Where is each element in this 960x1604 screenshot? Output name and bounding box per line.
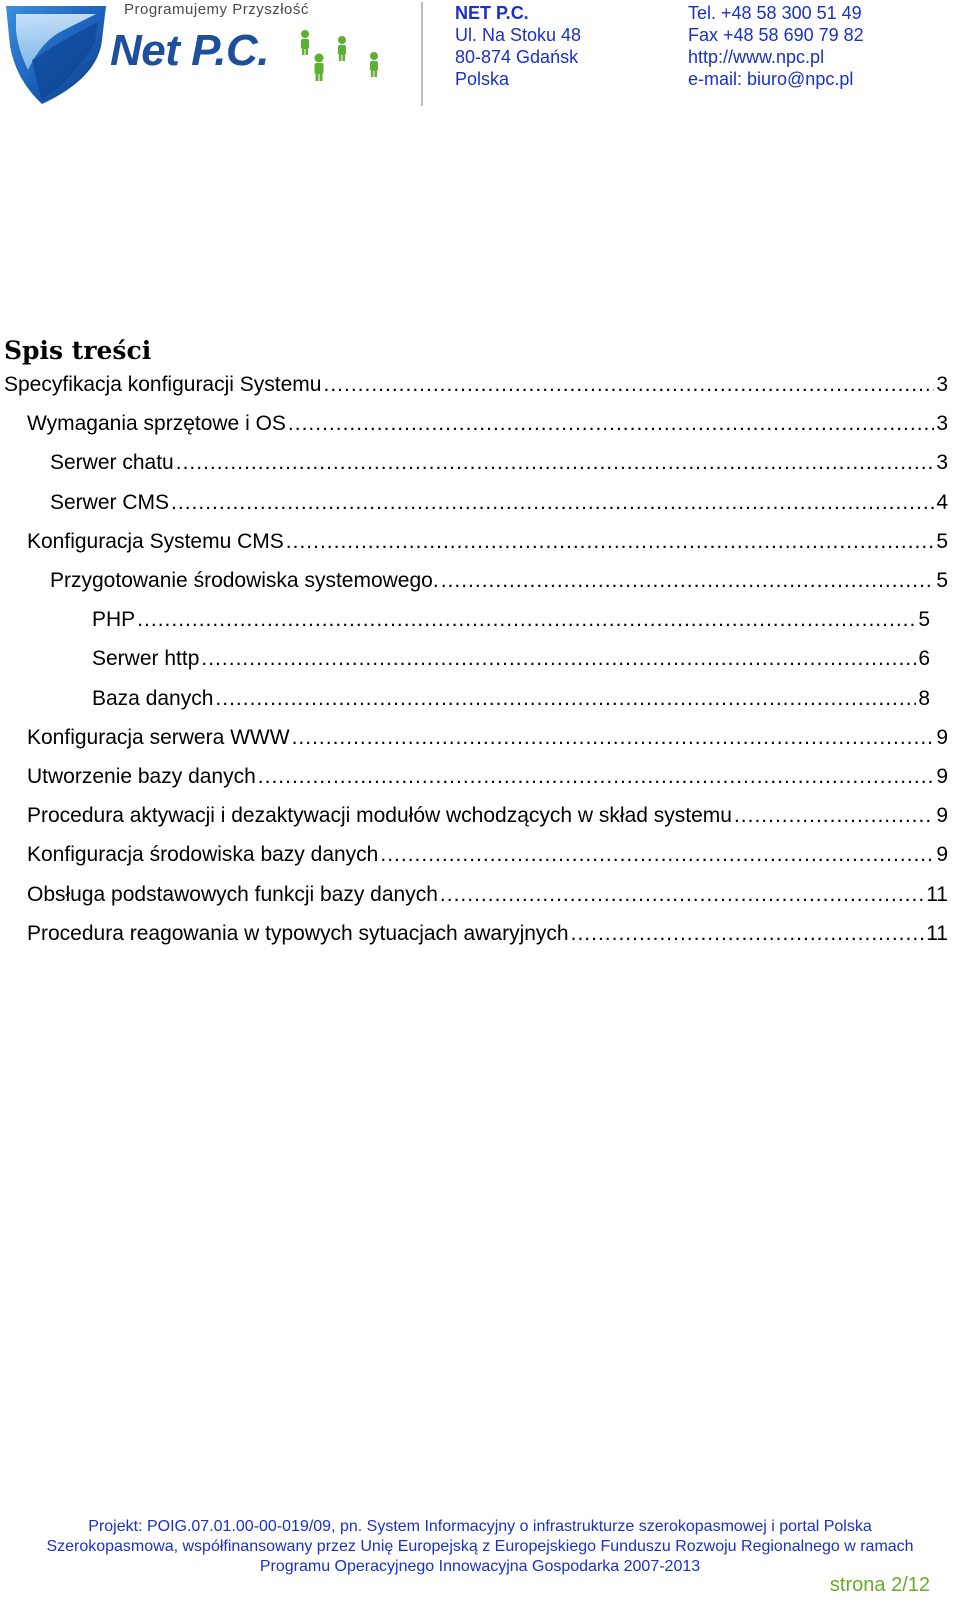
toc-dot-leader xyxy=(171,489,934,517)
toc-entry-page: 9 xyxy=(936,804,948,827)
toc-entry-title: Konfiguracja Systemu CMS xyxy=(27,530,284,553)
contact-fax: Fax +48 58 690 79 82 xyxy=(688,25,864,45)
company-address xyxy=(455,2,581,90)
toc-entry-title: Serwer http xyxy=(92,647,200,670)
page-footer xyxy=(0,1517,960,1577)
toc-entry[interactable] xyxy=(27,841,948,869)
toc-dot-leader xyxy=(215,685,916,713)
toc-entry[interactable] xyxy=(27,528,948,556)
toc-entry-page: 11 xyxy=(926,883,948,906)
toc-title: Spis treści xyxy=(4,336,152,365)
toc-entry-page: 3 xyxy=(936,373,948,396)
toc-dot-leader xyxy=(571,920,925,948)
children-figures-icon xyxy=(301,30,378,81)
toc-dot-leader xyxy=(292,724,935,752)
contact-website[interactable]: http://www.npc.pl xyxy=(688,47,825,67)
toc-entry[interactable] xyxy=(50,449,948,477)
toc-entry[interactable] xyxy=(92,685,930,713)
company-name: NET P.C. xyxy=(455,3,529,23)
company-logo xyxy=(2,0,402,108)
toc-dot-leader xyxy=(380,841,934,869)
toc-dot-leader xyxy=(201,645,916,673)
toc-entry-page: 9 xyxy=(936,843,948,866)
toc-entry-title: Serwer chatu xyxy=(50,451,174,474)
toc-entry-title: Konfiguracja serwera WWW xyxy=(27,726,290,749)
toc-entry-title: Procedura reagowania w typowych sytuacjach awaryjnych xyxy=(27,922,569,945)
toc-dot-leader xyxy=(137,606,916,634)
toc-entry[interactable] xyxy=(27,410,948,438)
contact-email[interactable]: e-mail: biuro@npc.pl xyxy=(688,69,854,89)
toc-entry[interactable] xyxy=(50,489,948,517)
toc-entry-page: 9 xyxy=(936,726,948,749)
toc-dot-leader xyxy=(176,449,935,477)
toc-entry[interactable] xyxy=(27,881,948,909)
toc-entry-page: 6 xyxy=(918,647,930,670)
logo-tagline: Programujemy Przyszłość xyxy=(124,1,309,18)
footer-line-1: Projekt: POIG.07.01.00-00-019/09, pn. System Informacyjny o infrastrukturze szerokopasmowej i portal Polska xyxy=(88,1518,872,1535)
toc-entry-page: 8 xyxy=(918,687,930,710)
toc-entry-title: PHP xyxy=(92,608,136,631)
toc-dot-leader xyxy=(288,410,934,438)
toc-entry[interactable] xyxy=(27,802,948,830)
footer-line-3: Programu Operacyjnego Innowacyjna Gospodarka 2007-2013 xyxy=(259,1558,701,1575)
toc-entry[interactable] xyxy=(92,606,930,634)
toc-entry-title: Utworzenie bazy danych xyxy=(27,765,256,788)
toc-dot-leader xyxy=(323,371,934,399)
address-country: Polska xyxy=(455,69,510,89)
toc-entry-page: 5 xyxy=(918,608,930,631)
toc-entry-page: 11 xyxy=(926,922,948,945)
toc-entry[interactable] xyxy=(27,724,948,752)
toc-entry[interactable] xyxy=(50,567,948,595)
toc-dot-leader xyxy=(441,567,935,595)
toc-entry-title: Konfiguracja środowiska bazy danych xyxy=(27,843,379,866)
toc-entry[interactable] xyxy=(27,763,948,791)
toc-dot-leader xyxy=(734,802,934,830)
toc-dot-leader xyxy=(286,528,935,556)
contact-phone: Tel. +48 58 300 51 49 xyxy=(688,3,862,23)
toc-entry-title: Specyfikacja konfiguracji Systemu xyxy=(4,373,322,396)
toc-entry-title: Baza danych xyxy=(92,687,214,710)
toc-entry-page: 5 xyxy=(936,569,948,592)
toc-entry-page: 3 xyxy=(936,412,948,435)
toc-entry-title: Procedura aktywacji i dezaktywacji modułów wchodzących w skład systemu xyxy=(27,804,732,827)
address-city: 80-874 Gdańsk xyxy=(455,47,579,67)
toc-entry[interactable] xyxy=(27,920,948,948)
toc-entry-title: Obsługa podstawowych funkcji bazy danych xyxy=(27,883,438,906)
toc-entry[interactable] xyxy=(92,645,930,673)
toc-entry-page: 9 xyxy=(936,765,948,788)
toc-dot-leader xyxy=(258,763,935,791)
toc-dot-leader xyxy=(440,881,924,909)
toc-entry-title: Serwer CMS xyxy=(50,491,170,514)
page-number: strona 2/12 xyxy=(829,1574,930,1596)
toc-entry-page: 4 xyxy=(936,491,948,514)
toc-entry-title: Wymagania sprzętowe i OS xyxy=(27,412,286,435)
toc-entry-title: Przygotowanie środowiska systemowego. xyxy=(50,569,439,592)
footer-line-2: Szerokopasmowa, współfinansowany przez Unię Europejską z Europejskiego Funduszu Rozwoju Regionalnego w ramach xyxy=(46,1538,914,1555)
address-street: Ul. Na Stoku 48 xyxy=(455,25,582,45)
header-divider xyxy=(421,2,423,106)
company-contact xyxy=(688,2,864,90)
toc-entry-page: 3 xyxy=(936,451,948,474)
toc-entry-page: 5 xyxy=(936,530,948,553)
toc-entry[interactable] xyxy=(4,371,948,399)
page-header xyxy=(0,0,960,110)
logo-name: Net P.C. xyxy=(110,26,270,75)
